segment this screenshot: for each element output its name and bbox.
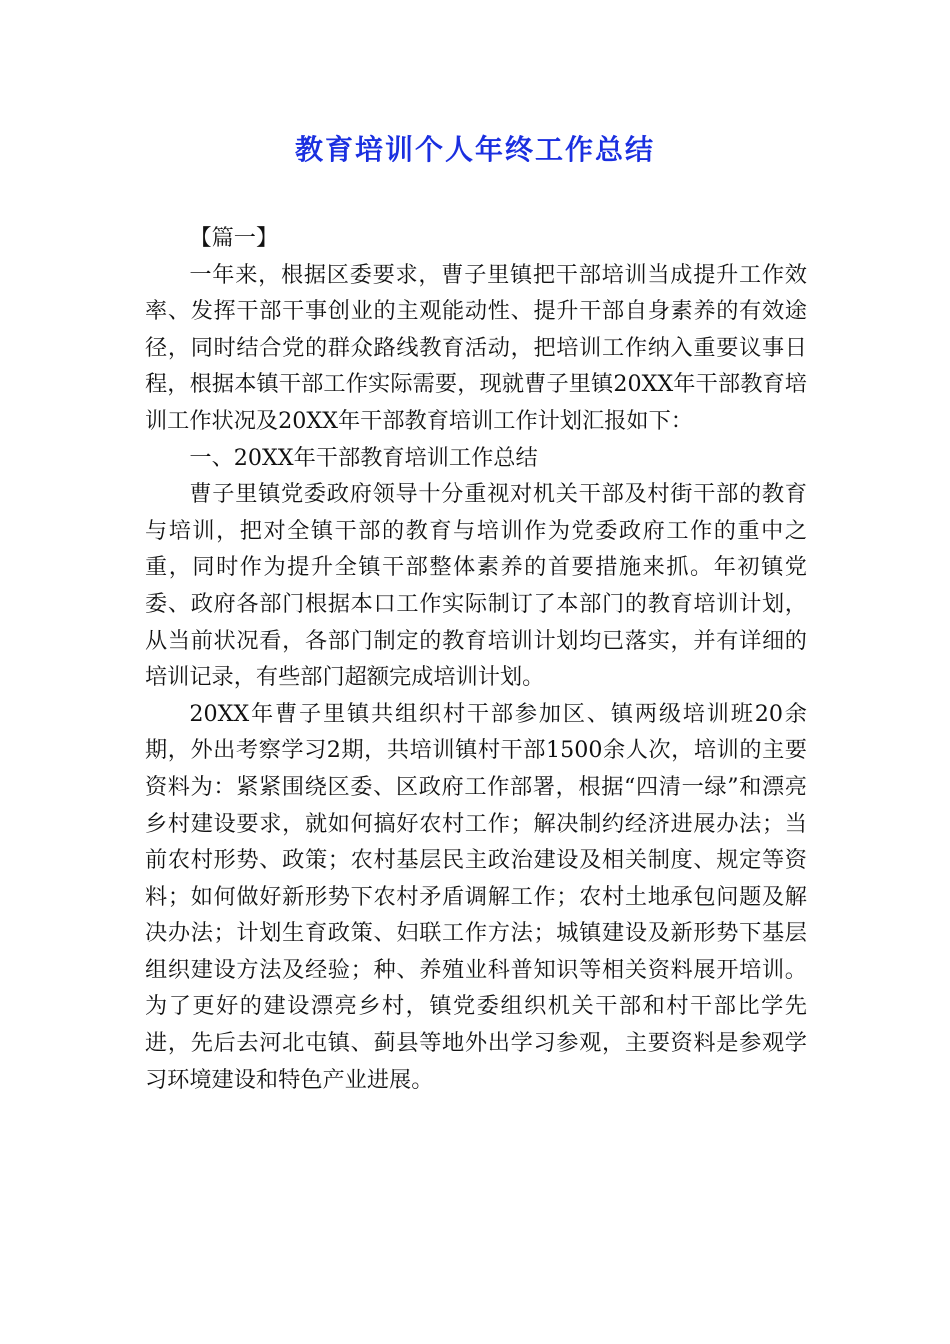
document-title: 教育培训个人年终工作总结 [294,133,655,166]
document-body [145,220,807,1098]
paragraph-intro: 一年来，根据区委要求，曹子里镇把干部培训当成提升工作效率、发挥干部干事创业的主观能动性、提升干部自身素养的有效途径，同时结合党的群众路线教育活动，把培训工作纳入重要议事日程，根据本镇干部工作实际需要，现就曹子里镇20XX年干部教育培训工作状况及20XX年干部教育培训工作计划汇报如下： [145,261,807,434]
paragraph-leadership: 曹子里镇党委政府领导十分重视对机关干部及村街干部的教育与培训，把对全镇干部的教育与培训作为党委政府工作的重中之重，同时作为提升全镇干部整体素养的首要措施来抓。年初镇党委、政府各部门根据本口工作实际制订了本部门的教育培训计划，从当前状况看，各部门制定的教育培训计划均已落实，并有详细的培训记录，有些部门超额完成培训计划。 [145,481,807,691]
section-heading: 一、20XX年干部教育培训工作总结 [189,444,538,471]
section-label: 【篇一】 [189,225,279,251]
paragraph-training-details: 20XX年曹子里镇共组织村干部参加区、镇两级培训班20余期，外出考察学习2期，共培训镇村干部1500余人次，培训的主要资料为：紧紧围绕区委、区政府工作部署，根据“四清一绿”和漂亮乡村建设要求，就如何搞好农村工作；解决制约经济进展办法；当前农村形势、政策；农村基层民主政治建设及相关制度、规定等资料；如何做好新形势下农村矛盾调解工作；农村土地承包问题及解决办法；计划生育政策、妇联工作方法；城镇建设及新形势下基层组织建设方法及经验；种、养殖业科普知识等相关资料展开培训。为了更好的建设漂亮乡村，镇党委组织机关干部和村干部比学先进，先后去河北屯镇、蓟县等地外出学习参观，主要资料是参观学习环境建设和特色产业进展。 [145,700,807,1093]
